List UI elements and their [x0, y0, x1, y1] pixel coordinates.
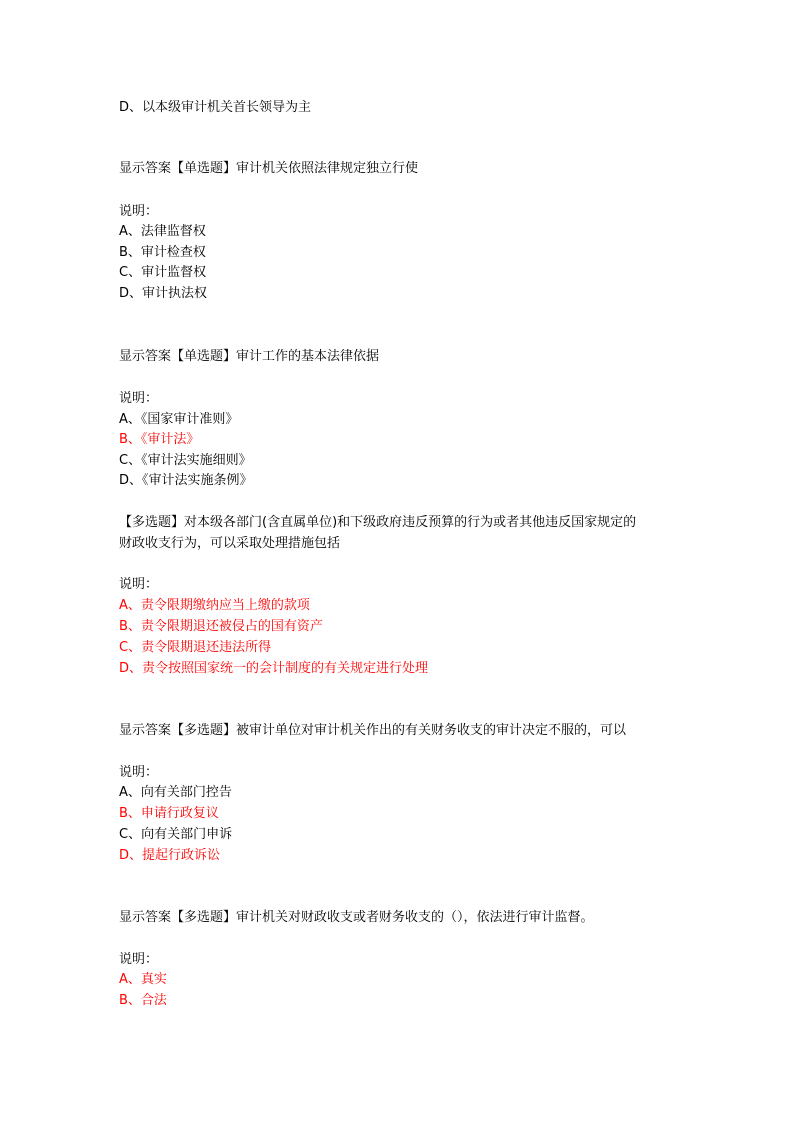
question-1-option-d: D、审计执法权 [119, 286, 208, 301]
question-5-explain-label: 说明： [119, 952, 159, 967]
question-4-heading: 显示答案【多选题】被审计单位对审计机关作出的有关财务收支的审计决定不服的，可以 [119, 723, 627, 738]
question-3-option-d: D、责令按照国家统一的会计制度的有关规定进行处理 [119, 661, 429, 676]
question-1-option-a: A、法律监督权 [119, 224, 206, 239]
question-1-option-c: C、审计监督权 [119, 265, 207, 280]
question-3-explain-label: 说明： [119, 577, 159, 592]
top-option-d: D、以本级审计机关首长领导为主 [119, 100, 312, 115]
question-4-option-c: C、向有关部门申诉 [119, 827, 233, 842]
question-2-explain-label: 说明： [119, 391, 159, 406]
question-1-option-b: B、审计检查权 [119, 245, 206, 260]
question-3-heading-line2: 财政收支行为，可以采取处理措施包括 [119, 536, 341, 551]
question-5-option-a: A、真实 [119, 972, 167, 987]
question-3-option-a: A、责令限期缴纳应当上缴的款项 [119, 598, 310, 613]
question-2-option-c: C、《审计法实施细则》 [119, 453, 252, 468]
question-1-heading: 显示答案【单选题】审计机关依照法律规定独立行使 [119, 161, 419, 176]
question-3-heading: 【多选题】对本级各部门(含直属单位)和下级政府违反预算的行为或者其他违反国家规定的 [119, 515, 637, 530]
question-2-option-b: B、《审计法》 [119, 432, 200, 447]
question-4-option-d: D、提起行政诉讼 [119, 848, 221, 863]
question-3-option-b: B、责令限期退还被侵占的国有资产 [119, 619, 323, 634]
question-5-heading: 显示答案【多选题】审计机关对财政收支或者财务收支的（），依法进行审计监督。 [119, 910, 594, 925]
question-3-option-c: C、责令限期退还违法所得 [119, 640, 272, 655]
question-2-option-d: D、《审计法实施条例》 [119, 473, 253, 488]
question-4-option-a: A、向有关部门控告 [119, 785, 232, 800]
question-4-explain-label: 说明： [119, 765, 159, 780]
question-5-option-b: B、合法 [119, 993, 167, 1008]
question-4-option-b: B、申请行政复议 [119, 806, 219, 821]
question-1-explain-label: 说明： [119, 204, 159, 219]
question-2-heading: 显示答案【单选题】审计工作的基本法律依据 [119, 349, 380, 364]
question-2-option-a: A、《国家审计准则》 [119, 412, 239, 427]
